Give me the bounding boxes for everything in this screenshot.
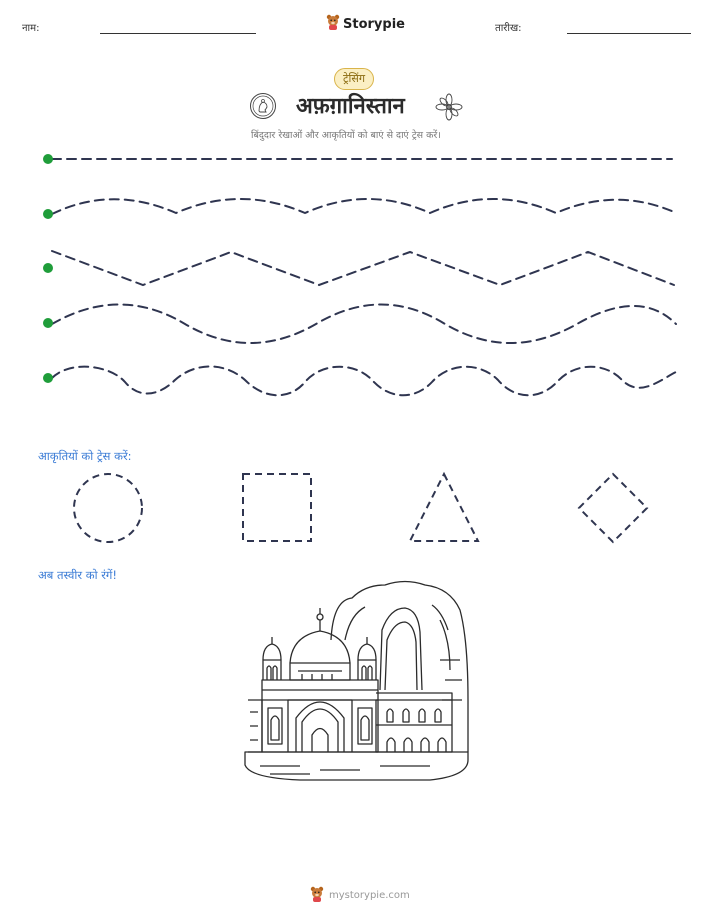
page-title: अफ़ग़ानिस्तान xyxy=(296,94,405,119)
shapes-heading: आकृतियों को ट्रेस करें: xyxy=(38,449,132,463)
name-label: नाम: xyxy=(22,23,40,34)
instruction-text: बिंदुदार रेखाओं और आकृतियों को बाएं से दाएं ट्रेस करें। xyxy=(251,130,441,141)
date-label: तारीख: xyxy=(495,23,522,34)
color-heading: अब तस्वीर को रंगें! xyxy=(38,568,118,582)
bear-icon xyxy=(310,886,324,905)
footer xyxy=(310,886,410,905)
brand-name: Storypie xyxy=(343,16,405,32)
footer-url[interactable]: mystorypie.com xyxy=(329,890,410,901)
tracing-badge: ट्रेसिंग xyxy=(334,68,374,90)
